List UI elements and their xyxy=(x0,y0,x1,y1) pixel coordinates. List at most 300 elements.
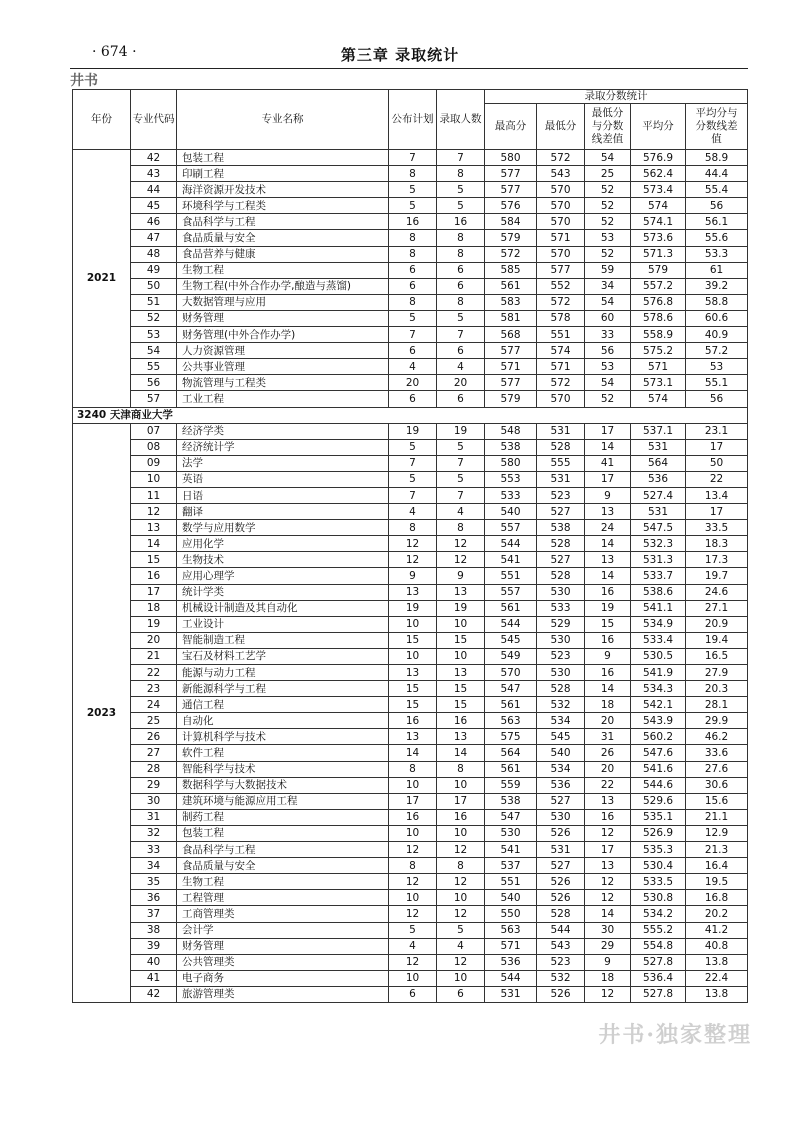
min-diff-cell: 14 xyxy=(585,568,631,584)
max-cell: 551 xyxy=(485,568,537,584)
max-cell: 559 xyxy=(485,777,537,793)
plan-cell: 5 xyxy=(389,310,437,326)
admit-cell: 5 xyxy=(437,471,485,487)
plan-cell: 8 xyxy=(389,294,437,310)
major-cell: 会计学 xyxy=(177,922,389,938)
code-cell: 17 xyxy=(131,584,177,600)
max-cell: 572 xyxy=(485,246,537,262)
plan-cell: 5 xyxy=(389,182,437,198)
header-min-diff: 最低分与分数线差值 xyxy=(585,104,631,150)
plan-cell: 7 xyxy=(389,487,437,503)
plan-cell: 20 xyxy=(389,375,437,391)
min-diff-cell: 31 xyxy=(585,729,631,745)
admit-cell: 8 xyxy=(437,761,485,777)
min-cell: 538 xyxy=(537,520,585,536)
header-year: 年份 xyxy=(73,90,131,150)
code-cell: 36 xyxy=(131,890,177,906)
watermark-text: 井书·独家整理 xyxy=(598,1022,752,1048)
admit-cell: 13 xyxy=(437,665,485,681)
major-cell: 食品科学与工程 xyxy=(177,842,389,858)
major-cell: 制药工程 xyxy=(177,809,389,825)
avg-diff-cell: 55.4 xyxy=(686,182,748,198)
admit-cell: 6 xyxy=(437,278,485,294)
min-diff-cell: 14 xyxy=(585,439,631,455)
admit-cell: 12 xyxy=(437,842,485,858)
min-cell: 533 xyxy=(537,600,585,616)
code-cell: 13 xyxy=(131,520,177,536)
table-row xyxy=(73,439,748,455)
avg-diff-cell: 61 xyxy=(686,262,748,278)
avg-diff-cell: 28.1 xyxy=(686,697,748,713)
plan-cell: 5 xyxy=(389,198,437,214)
admit-cell: 9 xyxy=(437,568,485,584)
avg-diff-cell: 27.6 xyxy=(686,761,748,777)
plan-cell: 16 xyxy=(389,214,437,230)
code-cell: 16 xyxy=(131,568,177,584)
plan-cell: 8 xyxy=(389,520,437,536)
table-row xyxy=(73,729,748,745)
plan-cell: 13 xyxy=(389,665,437,681)
header-major: 专业名称 xyxy=(177,90,389,150)
major-cell: 旅游管理类 xyxy=(177,986,389,1002)
code-cell: 21 xyxy=(131,648,177,664)
max-cell: 538 xyxy=(485,793,537,809)
min-diff-cell: 18 xyxy=(585,697,631,713)
max-cell: 553 xyxy=(485,471,537,487)
min-cell: 530 xyxy=(537,632,585,648)
avg-diff-cell: 22.4 xyxy=(686,970,748,986)
min-cell: 529 xyxy=(537,616,585,632)
avg-cell: 576.9 xyxy=(631,150,686,166)
min-cell: 543 xyxy=(537,938,585,954)
min-diff-cell: 16 xyxy=(585,632,631,648)
major-cell: 财务管理(中外合作办学) xyxy=(177,327,389,343)
major-cell: 数据科学与大数据技术 xyxy=(177,777,389,793)
avg-diff-cell: 20.9 xyxy=(686,616,748,632)
table-row xyxy=(73,327,748,343)
admit-cell: 10 xyxy=(437,648,485,664)
plan-cell: 12 xyxy=(389,874,437,890)
plan-cell: 14 xyxy=(389,745,437,761)
avg-diff-cell: 39.2 xyxy=(686,278,748,294)
major-cell: 机械设计制造及其自动化 xyxy=(177,600,389,616)
major-cell: 财务管理 xyxy=(177,310,389,326)
min-cell: 571 xyxy=(537,359,585,375)
plan-cell: 10 xyxy=(389,777,437,793)
table-row xyxy=(73,214,748,230)
table-row xyxy=(73,954,748,970)
min-diff-cell: 16 xyxy=(585,584,631,600)
admit-cell: 4 xyxy=(437,938,485,954)
avg-cell: 578.6 xyxy=(631,310,686,326)
header-rule xyxy=(70,68,748,69)
avg-cell: 535.3 xyxy=(631,842,686,858)
max-cell: 557 xyxy=(485,520,537,536)
max-cell: 550 xyxy=(485,906,537,922)
table-row xyxy=(73,182,748,198)
plan-cell: 16 xyxy=(389,713,437,729)
plan-cell: 8 xyxy=(389,230,437,246)
avg-diff-cell: 27.9 xyxy=(686,665,748,681)
min-diff-cell: 12 xyxy=(585,986,631,1002)
year-cell: 2023 xyxy=(73,423,131,1002)
plan-cell: 9 xyxy=(389,568,437,584)
avg-diff-cell: 16.4 xyxy=(686,858,748,874)
major-cell: 智能科学与技术 xyxy=(177,761,389,777)
table-row xyxy=(73,391,748,407)
plan-cell: 10 xyxy=(389,825,437,841)
admit-cell: 6 xyxy=(437,391,485,407)
avg-diff-cell: 16.5 xyxy=(686,648,748,664)
avg-cell: 574 xyxy=(631,198,686,214)
max-cell: 548 xyxy=(485,423,537,439)
avg-cell: 574 xyxy=(631,391,686,407)
min-cell: 532 xyxy=(537,970,585,986)
avg-diff-cell: 16.8 xyxy=(686,890,748,906)
chapter-title: 第三章 录取统计 xyxy=(340,46,460,64)
code-cell: 23 xyxy=(131,681,177,697)
avg-diff-cell: 50 xyxy=(686,455,748,471)
min-cell: 540 xyxy=(537,745,585,761)
avg-cell: 543.9 xyxy=(631,713,686,729)
min-diff-cell: 16 xyxy=(585,809,631,825)
header-max: 最高分 xyxy=(485,104,537,150)
avg-diff-cell: 56 xyxy=(686,391,748,407)
code-cell: 45 xyxy=(131,198,177,214)
max-cell: 561 xyxy=(485,600,537,616)
plan-cell: 10 xyxy=(389,648,437,664)
admit-cell: 14 xyxy=(437,745,485,761)
table-row xyxy=(73,632,748,648)
table-row xyxy=(73,520,748,536)
year-cell: 2021 xyxy=(73,150,131,408)
table-row xyxy=(73,665,748,681)
max-cell: 575 xyxy=(485,729,537,745)
avg-diff-cell: 20.2 xyxy=(686,906,748,922)
admit-cell: 12 xyxy=(437,536,485,552)
table-row xyxy=(73,455,748,471)
table-row xyxy=(73,970,748,986)
max-cell: 531 xyxy=(485,986,537,1002)
min-diff-cell: 12 xyxy=(585,825,631,841)
corner-mark: 井书 xyxy=(70,73,98,89)
major-cell: 智能制造工程 xyxy=(177,632,389,648)
code-cell: 40 xyxy=(131,954,177,970)
header-plan: 公布计划 xyxy=(389,90,437,150)
table-row xyxy=(73,150,748,166)
table-row xyxy=(73,777,748,793)
table-row xyxy=(73,874,748,890)
min-cell: 531 xyxy=(537,842,585,858)
plan-cell: 12 xyxy=(389,906,437,922)
table-row xyxy=(73,890,748,906)
code-cell: 37 xyxy=(131,906,177,922)
avg-cell: 535.1 xyxy=(631,809,686,825)
plan-cell: 15 xyxy=(389,681,437,697)
max-cell: 577 xyxy=(485,182,537,198)
avg-cell: 533.7 xyxy=(631,568,686,584)
min-cell: 578 xyxy=(537,310,585,326)
avg-cell: 536 xyxy=(631,471,686,487)
min-cell: 572 xyxy=(537,150,585,166)
code-cell: 44 xyxy=(131,182,177,198)
code-cell: 25 xyxy=(131,713,177,729)
plan-cell: 6 xyxy=(389,262,437,278)
avg-cell: 527.8 xyxy=(631,954,686,970)
admit-cell: 19 xyxy=(437,423,485,439)
code-cell: 22 xyxy=(131,665,177,681)
table-row xyxy=(73,648,748,664)
header-admit: 录取人数 xyxy=(437,90,485,150)
min-cell: 528 xyxy=(537,536,585,552)
avg-cell: 531 xyxy=(631,439,686,455)
min-cell: 528 xyxy=(537,439,585,455)
plan-cell: 4 xyxy=(389,359,437,375)
table-body-2021 xyxy=(73,150,748,408)
max-cell: 563 xyxy=(485,713,537,729)
table-row xyxy=(73,761,748,777)
avg-cell: 530.5 xyxy=(631,648,686,664)
code-cell: 53 xyxy=(131,327,177,343)
min-cell: 528 xyxy=(537,681,585,697)
min-cell: 532 xyxy=(537,697,585,713)
max-cell: 541 xyxy=(485,552,537,568)
avg-cell: 527.8 xyxy=(631,986,686,1002)
plan-cell: 15 xyxy=(389,632,437,648)
max-cell: 577 xyxy=(485,375,537,391)
avg-diff-cell: 55.1 xyxy=(686,375,748,391)
code-cell: 10 xyxy=(131,471,177,487)
min-cell: 530 xyxy=(537,809,585,825)
max-cell: 581 xyxy=(485,310,537,326)
code-cell: 30 xyxy=(131,793,177,809)
avg-cell: 573.1 xyxy=(631,375,686,391)
admit-cell: 17 xyxy=(437,793,485,809)
plan-cell: 12 xyxy=(389,536,437,552)
major-cell: 软件工程 xyxy=(177,745,389,761)
major-cell: 工业设计 xyxy=(177,616,389,632)
table-row xyxy=(73,166,748,182)
table-row xyxy=(73,809,748,825)
max-cell: 577 xyxy=(485,343,537,359)
admit-cell: 10 xyxy=(437,825,485,841)
code-cell: 43 xyxy=(131,166,177,182)
max-cell: 563 xyxy=(485,922,537,938)
avg-diff-cell: 22 xyxy=(686,471,748,487)
major-cell: 翻译 xyxy=(177,504,389,520)
code-cell: 09 xyxy=(131,455,177,471)
code-cell: 35 xyxy=(131,874,177,890)
admit-cell: 7 xyxy=(437,150,485,166)
plan-cell: 5 xyxy=(389,471,437,487)
major-cell: 食品科学与工程 xyxy=(177,214,389,230)
min-cell: 574 xyxy=(537,343,585,359)
avg-cell: 573.6 xyxy=(631,230,686,246)
min-diff-cell: 9 xyxy=(585,487,631,503)
code-cell: 33 xyxy=(131,842,177,858)
admit-cell: 16 xyxy=(437,713,485,729)
major-cell: 环境科学与工程类 xyxy=(177,198,389,214)
min-diff-cell: 9 xyxy=(585,954,631,970)
major-cell: 大数据管理与应用 xyxy=(177,294,389,310)
avg-diff-cell: 18.3 xyxy=(686,536,748,552)
major-cell: 食品质量与安全 xyxy=(177,230,389,246)
min-cell: 523 xyxy=(537,648,585,664)
max-cell: 570 xyxy=(485,665,537,681)
plan-cell: 19 xyxy=(389,423,437,439)
table-row xyxy=(73,246,748,262)
avg-diff-cell: 13.8 xyxy=(686,954,748,970)
major-cell: 通信工程 xyxy=(177,697,389,713)
avg-cell: 560.2 xyxy=(631,729,686,745)
major-cell: 生物工程(中外合作办学,酿造与蒸馏) xyxy=(177,278,389,294)
table-row xyxy=(73,986,748,1002)
max-cell: 571 xyxy=(485,359,537,375)
min-diff-cell: 20 xyxy=(585,761,631,777)
table-row xyxy=(73,536,748,552)
admit-cell: 4 xyxy=(437,359,485,375)
min-diff-cell: 30 xyxy=(585,922,631,938)
plan-cell: 8 xyxy=(389,858,437,874)
min-diff-cell: 14 xyxy=(585,681,631,697)
admit-cell: 8 xyxy=(437,520,485,536)
avg-diff-cell: 40.8 xyxy=(686,938,748,954)
major-cell: 印刷工程 xyxy=(177,166,389,182)
table-row xyxy=(73,906,748,922)
major-cell: 工商管理类 xyxy=(177,906,389,922)
avg-cell: 534.9 xyxy=(631,616,686,632)
min-diff-cell: 33 xyxy=(585,327,631,343)
avg-cell: 575.2 xyxy=(631,343,686,359)
table-row xyxy=(73,713,748,729)
min-diff-cell: 52 xyxy=(585,391,631,407)
plan-cell: 7 xyxy=(389,150,437,166)
avg-cell: 538.6 xyxy=(631,584,686,600)
major-cell: 能源与动力工程 xyxy=(177,665,389,681)
min-cell: 526 xyxy=(537,986,585,1002)
header-code: 专业代码 xyxy=(131,90,177,150)
min-diff-cell: 53 xyxy=(585,230,631,246)
max-cell: 544 xyxy=(485,616,537,632)
code-cell: 38 xyxy=(131,922,177,938)
max-cell: 561 xyxy=(485,761,537,777)
code-cell: 14 xyxy=(131,536,177,552)
table-row xyxy=(73,294,748,310)
avg-diff-cell: 13.8 xyxy=(686,986,748,1002)
min-cell: 530 xyxy=(537,665,585,681)
avg-diff-cell: 23.1 xyxy=(686,423,748,439)
min-cell: 571 xyxy=(537,230,585,246)
major-cell: 人力资源管理 xyxy=(177,343,389,359)
admit-cell: 12 xyxy=(437,874,485,890)
min-diff-cell: 14 xyxy=(585,906,631,922)
avg-cell: 527.4 xyxy=(631,487,686,503)
major-cell: 食品质量与安全 xyxy=(177,858,389,874)
min-diff-cell: 13 xyxy=(585,552,631,568)
plan-cell: 12 xyxy=(389,842,437,858)
max-cell: 564 xyxy=(485,745,537,761)
avg-cell: 564 xyxy=(631,455,686,471)
min-cell: 534 xyxy=(537,761,585,777)
major-cell: 工程管理 xyxy=(177,890,389,906)
min-diff-cell: 22 xyxy=(585,777,631,793)
admit-cell: 12 xyxy=(437,906,485,922)
code-cell: 48 xyxy=(131,246,177,262)
min-cell: 528 xyxy=(537,906,585,922)
major-cell: 财务管理 xyxy=(177,938,389,954)
table-row xyxy=(73,697,748,713)
min-cell: 545 xyxy=(537,729,585,745)
min-cell: 570 xyxy=(537,182,585,198)
admit-cell: 8 xyxy=(437,858,485,874)
major-cell: 生物工程 xyxy=(177,262,389,278)
table-row xyxy=(73,793,748,809)
code-cell: 11 xyxy=(131,487,177,503)
min-diff-cell: 16 xyxy=(585,665,631,681)
plan-cell: 4 xyxy=(389,938,437,954)
header-score-group: 录取分数统计 xyxy=(485,90,748,104)
code-cell: 24 xyxy=(131,697,177,713)
admission-table xyxy=(72,89,748,1003)
admit-cell: 7 xyxy=(437,455,485,471)
min-diff-cell: 12 xyxy=(585,874,631,890)
avg-cell: 547.6 xyxy=(631,745,686,761)
avg-cell: 533.5 xyxy=(631,874,686,890)
major-cell: 包装工程 xyxy=(177,825,389,841)
institution-row-group xyxy=(73,407,748,423)
admit-cell: 13 xyxy=(437,584,485,600)
admit-cell: 8 xyxy=(437,294,485,310)
code-cell: 52 xyxy=(131,310,177,326)
avg-cell: 571 xyxy=(631,359,686,375)
admit-cell: 12 xyxy=(437,552,485,568)
admit-cell: 6 xyxy=(437,986,485,1002)
min-cell: 531 xyxy=(537,471,585,487)
admit-cell: 12 xyxy=(437,954,485,970)
avg-diff-cell: 17 xyxy=(686,504,748,520)
avg-diff-cell: 13.4 xyxy=(686,487,748,503)
table-row xyxy=(73,230,748,246)
avg-diff-cell: 55.6 xyxy=(686,230,748,246)
avg-diff-cell: 12.9 xyxy=(686,825,748,841)
min-cell: 572 xyxy=(537,294,585,310)
avg-cell: 562.4 xyxy=(631,166,686,182)
plan-cell: 17 xyxy=(389,793,437,809)
min-diff-cell: 29 xyxy=(585,938,631,954)
admit-cell: 5 xyxy=(437,198,485,214)
avg-diff-cell: 27.1 xyxy=(686,600,748,616)
min-cell: 570 xyxy=(537,391,585,407)
major-cell: 计算机科学与技术 xyxy=(177,729,389,745)
plan-cell: 5 xyxy=(389,922,437,938)
plan-cell: 7 xyxy=(389,327,437,343)
avg-cell: 541.6 xyxy=(631,761,686,777)
admit-cell: 10 xyxy=(437,616,485,632)
admit-cell: 15 xyxy=(437,697,485,713)
code-cell: 08 xyxy=(131,439,177,455)
avg-cell: 530.4 xyxy=(631,858,686,874)
min-diff-cell: 13 xyxy=(585,504,631,520)
min-cell: 570 xyxy=(537,198,585,214)
min-diff-cell: 12 xyxy=(585,890,631,906)
table-row xyxy=(73,310,748,326)
max-cell: 549 xyxy=(485,648,537,664)
avg-diff-cell: 60.6 xyxy=(686,310,748,326)
avg-diff-cell: 53.3 xyxy=(686,246,748,262)
avg-cell: 526.9 xyxy=(631,825,686,841)
avg-diff-cell: 58.8 xyxy=(686,294,748,310)
min-diff-cell: 17 xyxy=(585,423,631,439)
